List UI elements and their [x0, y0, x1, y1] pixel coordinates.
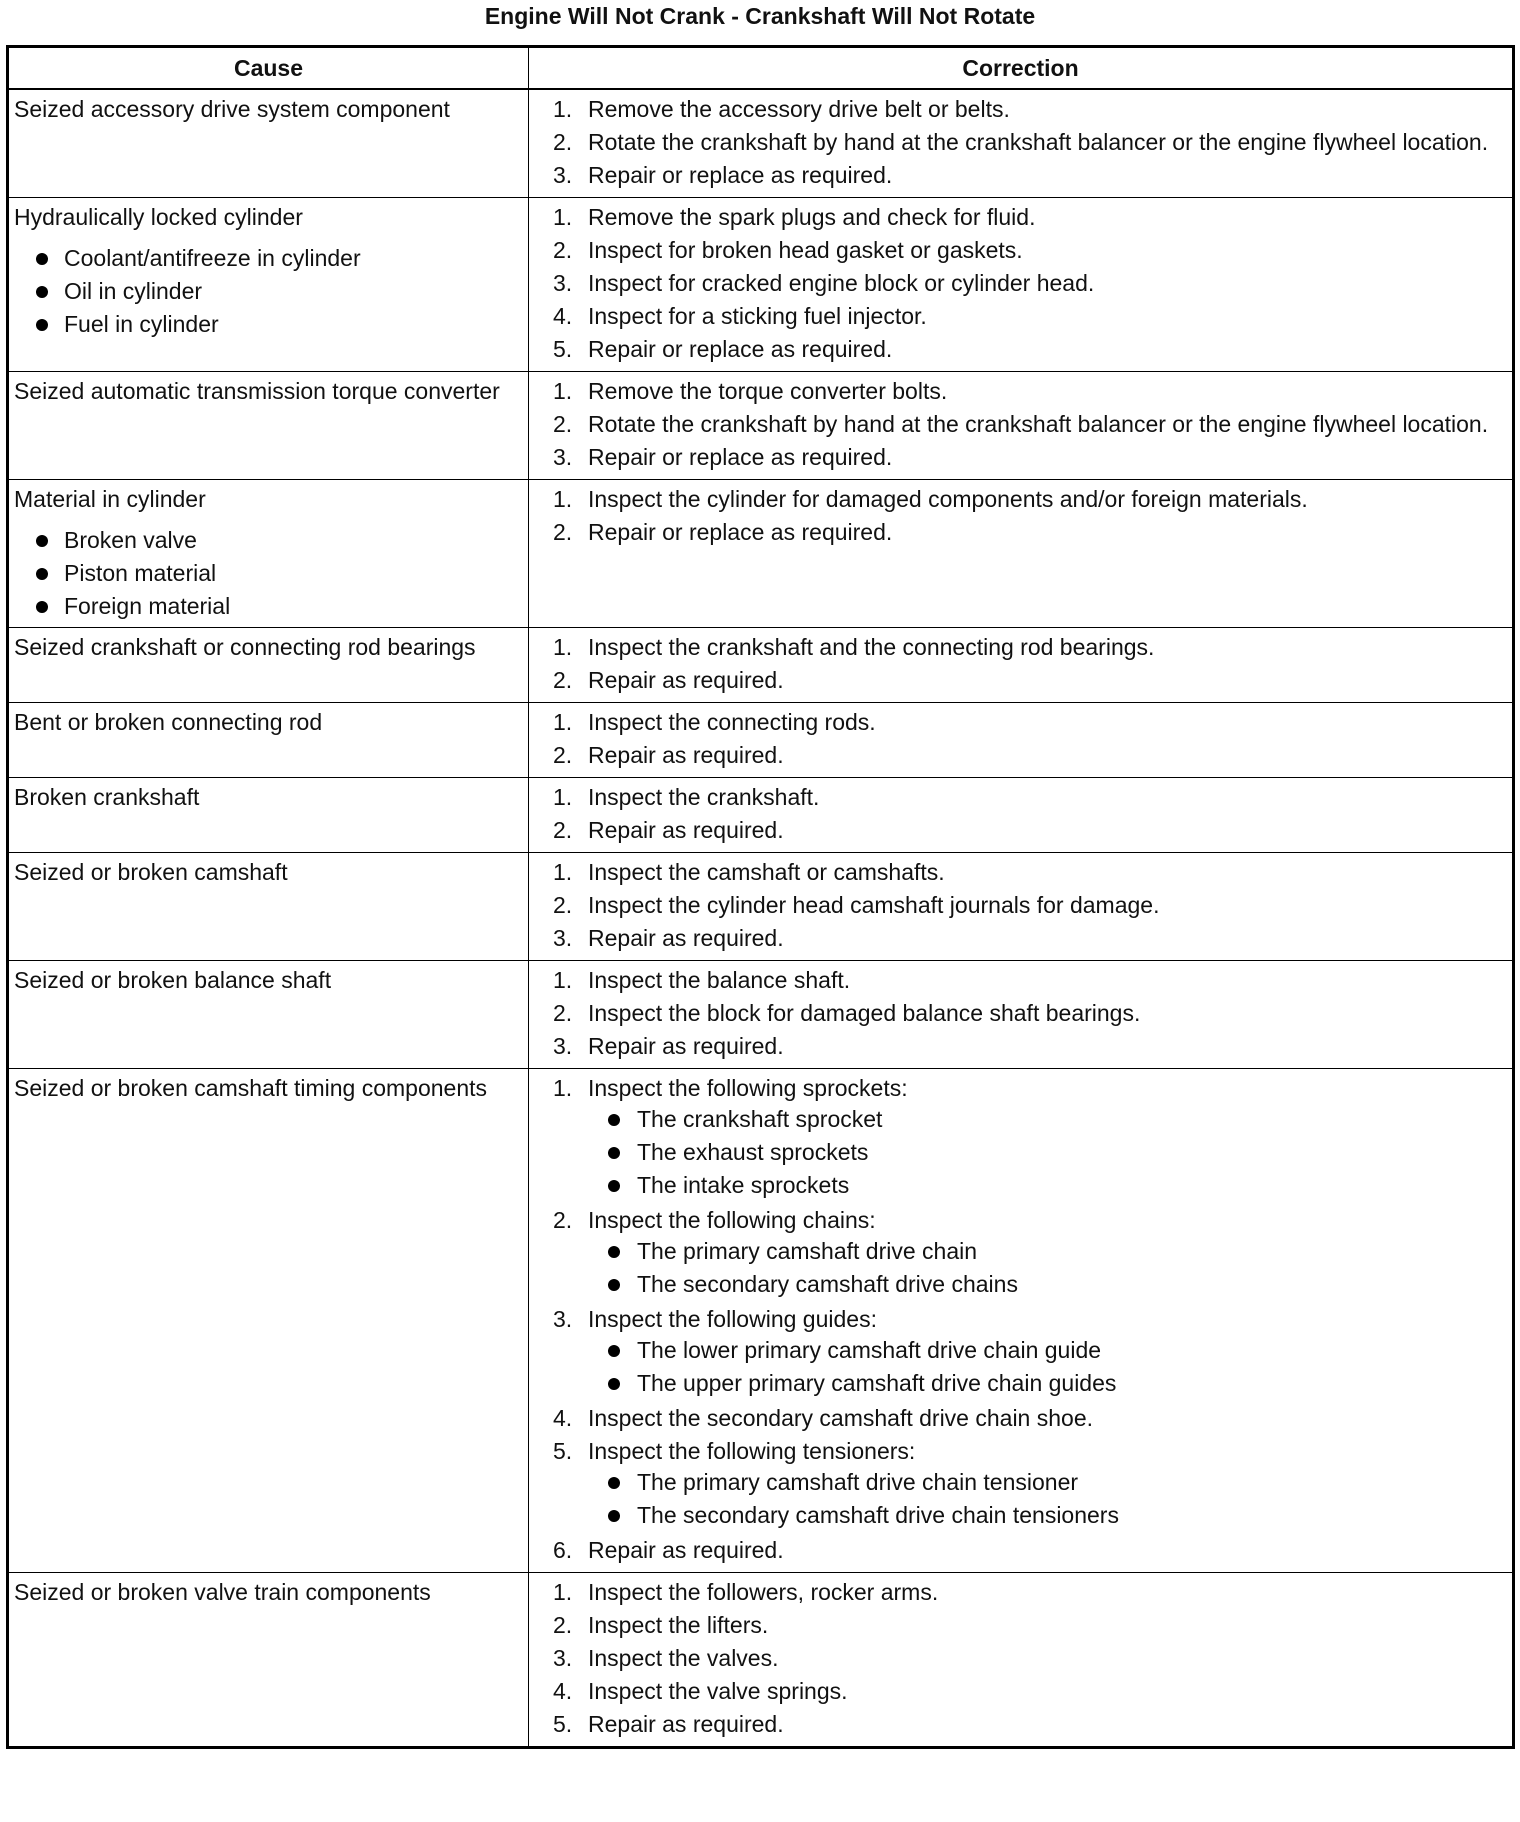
correction-step — [535, 740, 1506, 770]
step-text: Repair as required. — [588, 667, 784, 693]
cause-bullet-list — [14, 524, 522, 623]
step-text: Inspect the balance shaft. — [588, 967, 851, 993]
step-sub-item: The crankshaft sprocket — [588, 1103, 1506, 1136]
step-sub-item: The primary camshaft drive chain — [588, 1235, 1506, 1268]
step-text: Inspect the cylinder for damaged components and/or foreign materials. — [588, 486, 1308, 512]
table-row — [8, 89, 1514, 198]
correction-step — [535, 1577, 1506, 1607]
cause-text: Seized automatic transmission torque converter — [14, 378, 500, 404]
correction-cell — [529, 89, 1514, 198]
step-number: 2. — [553, 1612, 573, 1638]
correction-steps — [535, 1577, 1506, 1739]
cause-bullet-list — [14, 242, 522, 341]
step-number: 5. — [553, 1711, 573, 1737]
step-text: Inspect the followers, rocker arms. — [588, 1579, 939, 1605]
table-body — [8, 89, 1514, 1748]
step-text: Inspect the valve springs. — [588, 1678, 848, 1704]
step-text: Repair as required. — [588, 1537, 784, 1563]
correction-step — [535, 1073, 1506, 1202]
step-text: Repair or replace as required. — [588, 336, 893, 362]
correction-cell — [529, 198, 1514, 372]
correction-steps — [535, 632, 1506, 695]
step-text: Repair as required. — [588, 817, 784, 843]
correction-step — [535, 334, 1506, 364]
correction-step — [535, 857, 1506, 887]
step-number: 3. — [553, 162, 573, 188]
correction-cell — [529, 778, 1514, 853]
step-sub-list — [588, 1334, 1506, 1400]
step-sub-item: The lower primary camshaft drive chain guide — [588, 1334, 1506, 1367]
correction-column-header: Correction — [529, 47, 1514, 90]
cause-text: Seized or broken camshaft timing components — [14, 1075, 488, 1101]
cause-cell — [8, 198, 529, 372]
cause-cell — [8, 628, 529, 703]
step-number: 1. — [553, 1075, 573, 1101]
step-sub-list — [588, 1103, 1506, 1202]
step-text: Inspect the lifters. — [588, 1612, 769, 1638]
correction-step — [535, 707, 1506, 737]
correction-steps — [535, 376, 1506, 472]
cause-column-header: Cause — [8, 47, 529, 90]
correction-step — [535, 1403, 1506, 1433]
step-text: Inspect the connecting rods. — [588, 709, 876, 735]
cause-cell — [8, 853, 529, 961]
step-text: Remove the accessory drive belt or belts. — [588, 96, 1010, 122]
step-text: Inspect the valves. — [588, 1645, 779, 1671]
correction-cell — [529, 1069, 1514, 1573]
cause-bullet-item: Oil in cylinder — [36, 275, 522, 308]
step-number: 1. — [553, 204, 573, 230]
step-number: 4. — [553, 1678, 573, 1704]
step-number: 2. — [553, 519, 573, 545]
correction-steps — [535, 965, 1506, 1061]
step-number: 5. — [553, 336, 573, 362]
correction-steps — [535, 484, 1506, 547]
step-number: 1. — [553, 634, 573, 660]
correction-step — [535, 1535, 1506, 1565]
correction-step — [535, 160, 1506, 190]
table-row — [8, 628, 1514, 703]
cause-text: Seized or broken balance shaft — [14, 967, 332, 993]
table-row — [8, 1069, 1514, 1573]
step-text: Inspect the following chains: — [588, 1207, 876, 1233]
step-text: Repair as required. — [588, 1711, 784, 1737]
step-number: 4. — [553, 303, 573, 329]
step-sub-item: The intake sprockets — [588, 1169, 1506, 1202]
step-number: 1. — [553, 96, 573, 122]
step-text: Repair or replace as required. — [588, 162, 893, 188]
page-title: Engine Will Not Crank - Crankshaft Will Not Rotate — [484, 3, 1036, 29]
correction-step — [535, 782, 1506, 812]
step-text: Rotate the crankshaft by hand at the crankshaft balancer or the engine flywheel location. — [588, 129, 1489, 155]
step-text: Repair as required. — [588, 1033, 784, 1059]
cause-cell — [8, 1573, 529, 1748]
correction-cell — [529, 853, 1514, 961]
table-header-row — [8, 47, 1514, 90]
cause-bullet-item: Broken valve — [36, 524, 522, 557]
correction-steps — [535, 707, 1506, 770]
correction-step — [535, 484, 1506, 514]
correction-step — [535, 665, 1506, 695]
cause-cell — [8, 778, 529, 853]
correction-steps — [535, 94, 1506, 190]
cause-text: Seized or broken valve train components — [14, 1579, 431, 1605]
step-number: 4. — [553, 1405, 573, 1431]
correction-steps — [535, 202, 1506, 364]
step-sub-item: The exhaust sprockets — [588, 1136, 1506, 1169]
correction-step — [535, 409, 1506, 439]
step-text: Inspect the following sprockets: — [588, 1075, 908, 1101]
step-text: Inspect for a sticking fuel injector. — [588, 303, 927, 329]
correction-step — [535, 517, 1506, 547]
correction-step — [535, 301, 1506, 331]
step-text: Inspect for broken head gasket or gaskets. — [588, 237, 1023, 263]
correction-step — [535, 1304, 1506, 1400]
cause-text: Hydraulically locked cylinder — [14, 204, 303, 230]
step-text: Repair or replace as required. — [588, 444, 893, 470]
table-row — [8, 198, 1514, 372]
step-number: 3. — [553, 1033, 573, 1059]
table-row — [8, 961, 1514, 1069]
table-row — [8, 703, 1514, 778]
step-text: Inspect the camshaft or camshafts. — [588, 859, 945, 885]
cause-text: Seized crankshaft or connecting rod bearings — [14, 634, 476, 660]
step-text: Rotate the crankshaft by hand at the crankshaft balancer or the engine flywheel location. — [588, 411, 1489, 437]
correction-cell — [529, 480, 1514, 628]
step-number: 2. — [553, 742, 573, 768]
cause-bullet-item: Coolant/antifreeze in cylinder — [36, 242, 522, 275]
cause-text: Bent or broken connecting rod — [14, 709, 323, 735]
correction-step — [535, 376, 1506, 406]
step-sub-list — [588, 1466, 1506, 1532]
step-number: 2. — [553, 129, 573, 155]
cause-text: Seized accessory drive system component — [14, 96, 450, 122]
cause-text: Material in cylinder — [14, 486, 206, 512]
step-sub-item: The secondary camshaft drive chain tensioners — [588, 1499, 1506, 1532]
step-sub-item: The primary camshaft drive chain tensioner — [588, 1466, 1506, 1499]
cause-text: Seized or broken camshaft — [14, 859, 288, 885]
step-number: 3. — [553, 1306, 573, 1332]
correction-cell — [529, 1573, 1514, 1748]
step-number: 2. — [553, 237, 573, 263]
step-text: Inspect the crankshaft and the connecting rod bearings. — [588, 634, 1155, 660]
step-text: Remove the torque converter bolts. — [588, 378, 948, 404]
cause-cell — [8, 372, 529, 480]
step-number: 3. — [553, 925, 573, 951]
step-number: 3. — [553, 270, 573, 296]
correction-steps — [535, 857, 1506, 953]
table-row — [8, 480, 1514, 628]
correction-step — [535, 94, 1506, 124]
correction-step — [535, 1643, 1506, 1673]
correction-step — [535, 1436, 1506, 1532]
table-row — [8, 372, 1514, 480]
cause-cell — [8, 961, 529, 1069]
step-text: Repair as required. — [588, 742, 784, 768]
step-text: Repair or replace as required. — [588, 519, 893, 545]
step-text: Inspect for cracked engine block or cylinder head. — [588, 270, 1095, 296]
cause-cell — [8, 89, 529, 198]
correction-step — [535, 1205, 1506, 1301]
correction-step — [535, 890, 1506, 920]
correction-step — [535, 815, 1506, 845]
cause-cell — [8, 480, 529, 628]
step-text: Inspect the crankshaft. — [588, 784, 820, 810]
troubleshooting-table — [6, 45, 1515, 1749]
step-text: Inspect the following tensioners: — [588, 1438, 916, 1464]
step-text: Repair as required. — [588, 925, 784, 951]
correction-step — [535, 923, 1506, 953]
step-text: Remove the spark plugs and check for fluid. — [588, 204, 1036, 230]
step-number: 3. — [553, 444, 573, 470]
correction-step — [535, 442, 1506, 472]
correction-cell — [529, 703, 1514, 778]
correction-step — [535, 1709, 1506, 1739]
step-text: Inspect the cylinder head camshaft journals for damage. — [588, 892, 1160, 918]
step-sub-item: The secondary camshaft drive chains — [588, 1268, 1506, 1301]
step-number: 2. — [553, 1000, 573, 1026]
step-number: 1. — [553, 859, 573, 885]
correction-step — [535, 965, 1506, 995]
correction-step — [535, 1031, 1506, 1061]
cause-bullet-item: Fuel in cylinder — [36, 308, 522, 341]
correction-cell — [529, 961, 1514, 1069]
step-text: Inspect the block for damaged balance shaft bearings. — [588, 1000, 1141, 1026]
step-number: 1. — [553, 784, 573, 810]
step-number: 2. — [553, 1207, 573, 1233]
correction-step — [535, 268, 1506, 298]
step-text: Inspect the following guides: — [588, 1306, 877, 1332]
step-number: 3. — [553, 1645, 573, 1671]
correction-step — [535, 632, 1506, 662]
correction-step — [535, 998, 1506, 1028]
table-row — [8, 1573, 1514, 1748]
step-number: 1. — [553, 378, 573, 404]
step-sub-list — [588, 1235, 1506, 1301]
step-number: 6. — [553, 1537, 573, 1563]
correction-cell — [529, 372, 1514, 480]
step-number: 2. — [553, 892, 573, 918]
cause-bullet-item: Foreign material — [36, 590, 522, 623]
correction-step — [535, 235, 1506, 265]
step-number: 5. — [553, 1438, 573, 1464]
step-number: 1. — [553, 486, 573, 512]
step-number: 2. — [553, 411, 573, 437]
cause-cell — [8, 1069, 529, 1573]
step-text: Inspect the secondary camshaft drive chain shoe. — [588, 1405, 1094, 1431]
correction-step — [535, 1610, 1506, 1640]
table-row — [8, 853, 1514, 961]
step-number: 2. — [553, 667, 573, 693]
step-number: 1. — [553, 1579, 573, 1605]
table-row — [8, 778, 1514, 853]
cause-text: Broken crankshaft — [14, 784, 200, 810]
cause-bullet-item: Piston material — [36, 557, 522, 590]
step-number: 2. — [553, 817, 573, 843]
correction-steps — [535, 1073, 1506, 1565]
correction-step — [535, 202, 1506, 232]
correction-step — [535, 1676, 1506, 1706]
correction-steps — [535, 782, 1506, 845]
step-sub-item: The upper primary camshaft drive chain guides — [588, 1367, 1506, 1400]
step-number: 1. — [553, 967, 573, 993]
step-number: 1. — [553, 709, 573, 735]
correction-cell — [529, 628, 1514, 703]
cause-cell — [8, 703, 529, 778]
correction-step — [535, 127, 1506, 157]
